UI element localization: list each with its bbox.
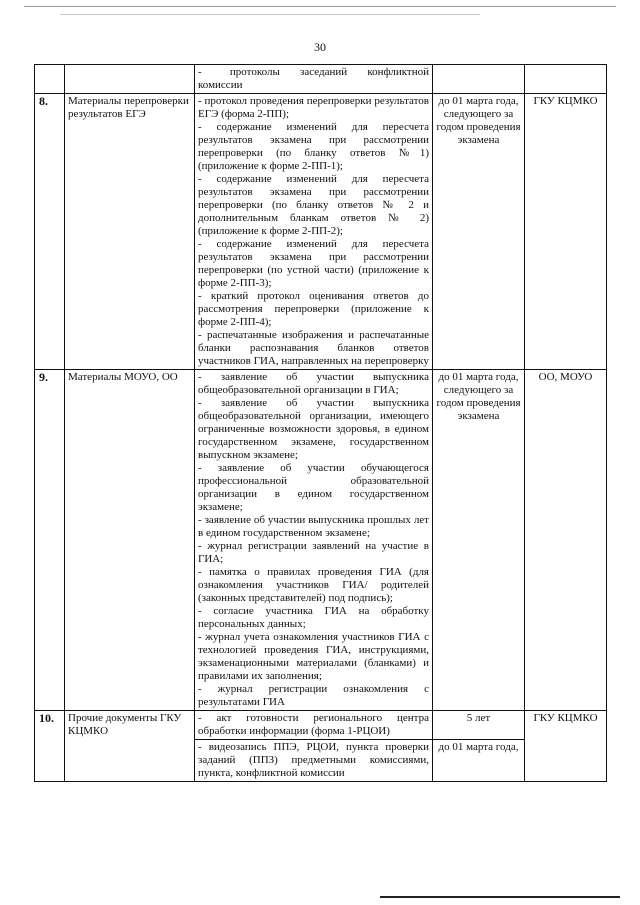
storage-term: 5 лет xyxy=(433,711,525,740)
row-number: 9. xyxy=(35,370,65,711)
document-list xyxy=(195,370,433,711)
responsible-org: ГКУ КЦМКО xyxy=(525,94,607,370)
row-number: 8. xyxy=(35,94,65,370)
responsible-org: ГКУ КЦМКО xyxy=(525,711,607,782)
table-row xyxy=(35,711,607,740)
document-item: - заявление об участии обучающегося профессиональной образовательной организации в едином государственном экзамене; xyxy=(198,462,429,513)
document-item: - акт готовности регионального центра обработки информации (форма 1-РЦОИ) xyxy=(198,712,429,737)
storage-term: до 01 марта года, следующего за годом проведения экзамена xyxy=(433,370,525,711)
document-item: - протокол проведения перепроверки результатов ЕГЭ (форма 2-ПП); xyxy=(198,95,429,120)
storage-term xyxy=(433,65,525,94)
document-item: - содержание изменений для пересчета результатов экзамена при рассмотрении перепроверки (по бланку ответов № 2 и дополнительным бланкам ответов № 2) (приложение к форме 2-ПП-2); xyxy=(198,173,429,237)
table-row xyxy=(35,370,607,711)
document-list xyxy=(195,740,433,782)
document-item: - журнал регистрации ознакомления с результатами ГИА xyxy=(198,683,429,708)
responsible-org xyxy=(525,65,607,94)
document-item: - распечатанные изображения и распечатанные бланки распознавания бланков ответов участников ГИА, направленных на перепроверку xyxy=(198,329,429,367)
document-list xyxy=(195,94,433,370)
document-item: - заявление об участии выпускника общеобразовательной организации, имеющего ограниченные возможности здоровья, в едином государственном экзамене, государственном выпускном экзамене; xyxy=(198,397,429,461)
document-list xyxy=(195,711,433,740)
responsible-org: ОО, МОУО xyxy=(525,370,607,711)
storage-term: до 01 марта года, следующего за годом проведения экзамена xyxy=(433,94,525,370)
top-rule xyxy=(24,6,616,7)
document-item: - видеозапись ППЭ, РЦОИ, пункта проверки заданий (ППЗ) предметными комиссиями, пункта, конфликтной комиссии xyxy=(198,741,429,779)
document-item: - согласие участника ГИА на обработку персональных данных; xyxy=(198,605,429,630)
document-item: - содержание изменений для пересчета результатов экзамена при рассмотрении перепроверки (по бланку ответов №1) (приложение к форме 2-ПП-1); xyxy=(198,121,429,172)
material-name: Материалы перепроверки результатов ЕГЭ xyxy=(65,94,195,370)
page-number: 30 xyxy=(314,40,326,54)
document-item: - заявление об участии выпускника общеобразовательной организации в ГИА; xyxy=(198,371,429,396)
document-item: - памятка о правилах проведения ГИА (для ознакомления участников ГИА/ родителей (законных представителей) под подпись); xyxy=(198,566,429,604)
document-item: - заявление об участии выпускника прошлых лет в едином государственном экзамене; xyxy=(198,514,429,539)
row-number xyxy=(35,65,65,94)
material-name: Прочие документы ГКУ КЦМКО xyxy=(65,711,195,782)
top-rule-faint xyxy=(60,14,480,15)
document-item: - краткий протокол оценивания ответов до рассмотрения перепроверки (приложение к форме 2-ПП-4); xyxy=(198,290,429,328)
bottom-rule xyxy=(380,896,620,898)
material-name xyxy=(65,65,195,94)
document-item: - протоколы заседаний конфликтной комиссии xyxy=(198,66,429,91)
table-row xyxy=(35,65,607,94)
archive-table xyxy=(34,64,607,782)
material-name: Материалы МОУО, ОО xyxy=(65,370,195,711)
row-number: 10. xyxy=(35,711,65,782)
document-list xyxy=(195,65,433,94)
storage-term: до 01 марта года, xyxy=(433,740,525,782)
document-item: - журнал регистрации заявлений на участие в ГИА; xyxy=(198,540,429,565)
document-item: - журнал учета ознакомления участников ГИА с технологией проведения ГИА, инструкциями, экзаменационными материалами (бланками) и правилами их заполнения; xyxy=(198,631,429,682)
document-item: - содержание изменений для пересчета результатов экзамена при рассмотрении перепроверки (по устной части) (приложение к форме 2-ПП-3); xyxy=(198,238,429,289)
table-row xyxy=(35,94,607,370)
